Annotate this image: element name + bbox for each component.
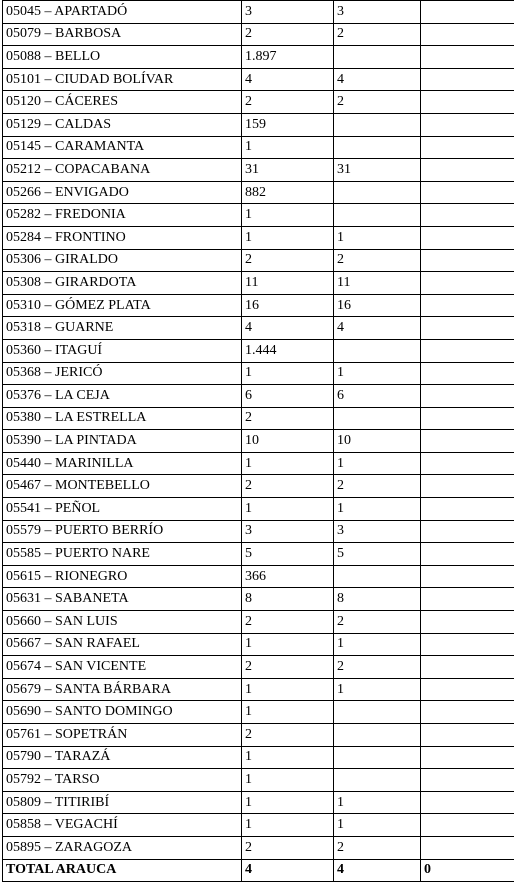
municipality-cell: 05282 – FREDONIA bbox=[3, 204, 242, 227]
value-cell-3 bbox=[421, 91, 514, 114]
table-row bbox=[3, 836, 514, 859]
value-cell-1: 2 bbox=[242, 249, 334, 272]
value-cell-2: 6 bbox=[334, 385, 421, 408]
table-row bbox=[3, 385, 514, 408]
data-table bbox=[2, 0, 514, 882]
value-cell-3 bbox=[421, 588, 514, 611]
municipality-cell: 05306 – GIRALDO bbox=[3, 249, 242, 272]
value-cell-2: 2 bbox=[334, 611, 421, 634]
value-cell-2: 2 bbox=[334, 656, 421, 679]
value-cell-3 bbox=[421, 633, 514, 656]
municipality-cell: 05045 – APARTADÓ bbox=[3, 1, 242, 24]
table-row bbox=[3, 317, 514, 340]
value-cell-1: 2 bbox=[242, 23, 334, 46]
municipality-cell: 05310 – GÓMEZ PLATA bbox=[3, 294, 242, 317]
table-row bbox=[3, 724, 514, 747]
value-cell-1: 2 bbox=[242, 91, 334, 114]
value-cell-2 bbox=[334, 181, 421, 204]
value-cell-3 bbox=[421, 317, 514, 340]
value-cell-2: 31 bbox=[334, 159, 421, 182]
municipality-cell: 05585 – PUERTO NARE bbox=[3, 543, 242, 566]
value-cell-3 bbox=[421, 746, 514, 769]
total-row bbox=[3, 859, 514, 882]
value-cell-1: 1 bbox=[242, 814, 334, 837]
value-cell-1: 2 bbox=[242, 724, 334, 747]
value-cell-2: 1 bbox=[334, 814, 421, 837]
value-cell-3 bbox=[421, 656, 514, 679]
municipality-cell: 05541 – PEÑOL bbox=[3, 498, 242, 521]
table-row bbox=[3, 633, 514, 656]
value-cell-2 bbox=[334, 204, 421, 227]
value-cell-1: 1 bbox=[242, 452, 334, 475]
value-cell-1: 1 bbox=[242, 769, 334, 792]
value-cell-2: 1 bbox=[334, 362, 421, 385]
value-cell-2 bbox=[334, 724, 421, 747]
value-cell-2 bbox=[334, 339, 421, 362]
municipality-cell: 05809 – TITIRIBÍ bbox=[3, 791, 242, 814]
municipality-cell: 05615 – RIONEGRO bbox=[3, 565, 242, 588]
value-cell-3 bbox=[421, 701, 514, 724]
table-row bbox=[3, 701, 514, 724]
value-cell-3 bbox=[421, 836, 514, 859]
municipality-cell: 05790 – TARAZÁ bbox=[3, 746, 242, 769]
value-cell-1: 6 bbox=[242, 385, 334, 408]
value-cell-3 bbox=[421, 113, 514, 136]
table-row bbox=[3, 294, 514, 317]
value-cell-2: 5 bbox=[334, 543, 421, 566]
value-cell-3 bbox=[421, 407, 514, 430]
municipality-cell: 05360 – ITAGUÍ bbox=[3, 339, 242, 362]
value-cell-3 bbox=[421, 520, 514, 543]
value-cell-1: 1.897 bbox=[242, 46, 334, 69]
value-cell-2: 16 bbox=[334, 294, 421, 317]
table-row bbox=[3, 588, 514, 611]
municipality-cell: 05579 – PUERTO BERRÍO bbox=[3, 520, 242, 543]
value-cell-1: 159 bbox=[242, 113, 334, 136]
value-cell-3 bbox=[421, 23, 514, 46]
table-row bbox=[3, 407, 514, 430]
value-cell-2 bbox=[334, 746, 421, 769]
table-row bbox=[3, 362, 514, 385]
value-cell-2: 2 bbox=[334, 249, 421, 272]
table-row bbox=[3, 814, 514, 837]
value-cell-2: 2 bbox=[334, 91, 421, 114]
value-cell-1: 16 bbox=[242, 294, 334, 317]
table-row bbox=[3, 204, 514, 227]
municipality-cell: 05376 – LA CEJA bbox=[3, 385, 242, 408]
value-cell-3 bbox=[421, 724, 514, 747]
value-cell-1: 1 bbox=[242, 678, 334, 701]
value-cell-1: 3 bbox=[242, 520, 334, 543]
value-cell-2: 2 bbox=[334, 475, 421, 498]
table-row bbox=[3, 678, 514, 701]
municipality-cell: 05674 – SAN VICENTE bbox=[3, 656, 242, 679]
table-row bbox=[3, 430, 514, 453]
value-cell-3 bbox=[421, 498, 514, 521]
value-cell-1: 366 bbox=[242, 565, 334, 588]
value-cell-2 bbox=[334, 113, 421, 136]
value-cell-2: 1 bbox=[334, 452, 421, 475]
municipality-cell: 05212 – COPACABANA bbox=[3, 159, 242, 182]
value-cell-1: 31 bbox=[242, 159, 334, 182]
municipality-cell: 05667 – SAN RAFAEL bbox=[3, 633, 242, 656]
value-cell-3 bbox=[421, 249, 514, 272]
value-cell-1: 1 bbox=[242, 362, 334, 385]
value-cell-3 bbox=[421, 362, 514, 385]
table-row bbox=[3, 611, 514, 634]
value-cell-1: 1.444 bbox=[242, 339, 334, 362]
value-cell-2: 1 bbox=[334, 498, 421, 521]
value-cell-3 bbox=[421, 565, 514, 588]
municipality-cell: 05631 – SABANETA bbox=[3, 588, 242, 611]
value-cell-2: 10 bbox=[334, 430, 421, 453]
value-cell-2: 11 bbox=[334, 272, 421, 295]
table-row bbox=[3, 136, 514, 159]
value-cell-3 bbox=[421, 769, 514, 792]
municipality-cell: 05679 – SANTA BÁRBARA bbox=[3, 678, 242, 701]
value-cell-1: 1 bbox=[242, 136, 334, 159]
table-row bbox=[3, 226, 514, 249]
table-row bbox=[3, 46, 514, 69]
table-row bbox=[3, 249, 514, 272]
municipality-cell: 05266 – ENVIGADO bbox=[3, 181, 242, 204]
table-row bbox=[3, 23, 514, 46]
municipality-cell: 05145 – CARAMANTA bbox=[3, 136, 242, 159]
municipality-cell: 05318 – GUARNE bbox=[3, 317, 242, 340]
value-cell-3 bbox=[421, 385, 514, 408]
table-body bbox=[3, 1, 514, 882]
value-cell-2 bbox=[334, 407, 421, 430]
value-cell-2: 8 bbox=[334, 588, 421, 611]
value-cell-3 bbox=[421, 475, 514, 498]
table-row bbox=[3, 791, 514, 814]
value-cell-1: 1 bbox=[242, 701, 334, 724]
value-cell-3 bbox=[421, 678, 514, 701]
value-cell-1: 2 bbox=[242, 475, 334, 498]
value-cell-1: 1 bbox=[242, 791, 334, 814]
value-cell-1: 2 bbox=[242, 611, 334, 634]
value-cell-2: 2 bbox=[334, 836, 421, 859]
municipality-cell: 05368 – JERICÓ bbox=[3, 362, 242, 385]
municipality-cell: 05761 – SOPETRÁN bbox=[3, 724, 242, 747]
value-cell-3 bbox=[421, 339, 514, 362]
value-cell-3 bbox=[421, 204, 514, 227]
value-cell-2: 1 bbox=[334, 678, 421, 701]
value-cell-2 bbox=[334, 46, 421, 69]
table-row bbox=[3, 113, 514, 136]
municipality-cell: 05895 – ZARAGOZA bbox=[3, 836, 242, 859]
value-cell-3 bbox=[421, 1, 514, 24]
value-cell-2 bbox=[334, 701, 421, 724]
value-cell-1: 882 bbox=[242, 181, 334, 204]
municipality-cell: 05284 – FRONTINO bbox=[3, 226, 242, 249]
value-cell-3 bbox=[421, 181, 514, 204]
value-cell-1: 8 bbox=[242, 588, 334, 611]
municipality-cell: 05308 – GIRARDOTA bbox=[3, 272, 242, 295]
municipality-cell: 05660 – SAN LUIS bbox=[3, 611, 242, 634]
value-cell-3 bbox=[421, 226, 514, 249]
value-cell-1: 4 bbox=[242, 317, 334, 340]
value-cell-1: 3 bbox=[242, 1, 334, 24]
value-cell-1: 5 bbox=[242, 543, 334, 566]
value-cell-3 bbox=[421, 46, 514, 69]
municipality-cell: 05858 – VEGACHÍ bbox=[3, 814, 242, 837]
municipality-cell: 05390 – LA PINTADA bbox=[3, 430, 242, 453]
municipality-cell: 05380 – LA ESTRELLA bbox=[3, 407, 242, 430]
value-cell-2 bbox=[334, 769, 421, 792]
municipality-cell: 05792 – TARSO bbox=[3, 769, 242, 792]
value-cell-3 bbox=[421, 430, 514, 453]
total-value-cell-3: 0 bbox=[421, 859, 514, 882]
value-cell-1: 2 bbox=[242, 407, 334, 430]
value-cell-2: 1 bbox=[334, 791, 421, 814]
table-row bbox=[3, 520, 514, 543]
table-row bbox=[3, 543, 514, 566]
value-cell-2: 2 bbox=[334, 23, 421, 46]
table-row bbox=[3, 68, 514, 91]
value-cell-3 bbox=[421, 68, 514, 91]
total-value-cell-1: 4 bbox=[242, 859, 334, 882]
municipality-cell: 05129 – CALDAS bbox=[3, 113, 242, 136]
value-cell-3 bbox=[421, 791, 514, 814]
value-cell-3 bbox=[421, 136, 514, 159]
table-row bbox=[3, 746, 514, 769]
table-row bbox=[3, 498, 514, 521]
table-row bbox=[3, 272, 514, 295]
value-cell-2: 4 bbox=[334, 68, 421, 91]
value-cell-2: 3 bbox=[334, 1, 421, 24]
table-row bbox=[3, 769, 514, 792]
table-row bbox=[3, 159, 514, 182]
value-cell-2: 4 bbox=[334, 317, 421, 340]
municipality-cell: 05079 – BARBOSA bbox=[3, 23, 242, 46]
value-cell-3 bbox=[421, 294, 514, 317]
value-cell-1: 1 bbox=[242, 498, 334, 521]
value-cell-1: 2 bbox=[242, 656, 334, 679]
value-cell-3 bbox=[421, 159, 514, 182]
municipality-cell: 05101 – CIUDAD BOLÍVAR bbox=[3, 68, 242, 91]
table-row bbox=[3, 91, 514, 114]
value-cell-2 bbox=[334, 136, 421, 159]
value-cell-1: 2 bbox=[242, 836, 334, 859]
municipality-cell: 05690 – SANTO DOMINGO bbox=[3, 701, 242, 724]
value-cell-1: 1 bbox=[242, 226, 334, 249]
value-cell-1: 1 bbox=[242, 204, 334, 227]
value-cell-3 bbox=[421, 611, 514, 634]
municipality-cell: 05088 – BELLO bbox=[3, 46, 242, 69]
value-cell-1: 10 bbox=[242, 430, 334, 453]
table-row bbox=[3, 181, 514, 204]
value-cell-1: 11 bbox=[242, 272, 334, 295]
value-cell-2: 1 bbox=[334, 633, 421, 656]
table-row bbox=[3, 656, 514, 679]
municipality-cell: 05467 – MONTEBELLO bbox=[3, 475, 242, 498]
value-cell-2 bbox=[334, 565, 421, 588]
table-row bbox=[3, 452, 514, 475]
value-cell-2: 1 bbox=[334, 226, 421, 249]
table-row bbox=[3, 339, 514, 362]
table-row bbox=[3, 1, 514, 24]
table-row bbox=[3, 565, 514, 588]
value-cell-1: 4 bbox=[242, 68, 334, 91]
municipality-cell: 05120 – CÁCERES bbox=[3, 91, 242, 114]
value-cell-3 bbox=[421, 543, 514, 566]
value-cell-3 bbox=[421, 452, 514, 475]
value-cell-1: 1 bbox=[242, 633, 334, 656]
value-cell-3 bbox=[421, 814, 514, 837]
total-label: TOTAL ARAUCA bbox=[3, 859, 242, 882]
table-row bbox=[3, 475, 514, 498]
value-cell-1: 1 bbox=[242, 746, 334, 769]
value-cell-2: 3 bbox=[334, 520, 421, 543]
value-cell-3 bbox=[421, 272, 514, 295]
total-value-cell-2: 4 bbox=[334, 859, 421, 882]
municipality-cell: 05440 – MARINILLA bbox=[3, 452, 242, 475]
